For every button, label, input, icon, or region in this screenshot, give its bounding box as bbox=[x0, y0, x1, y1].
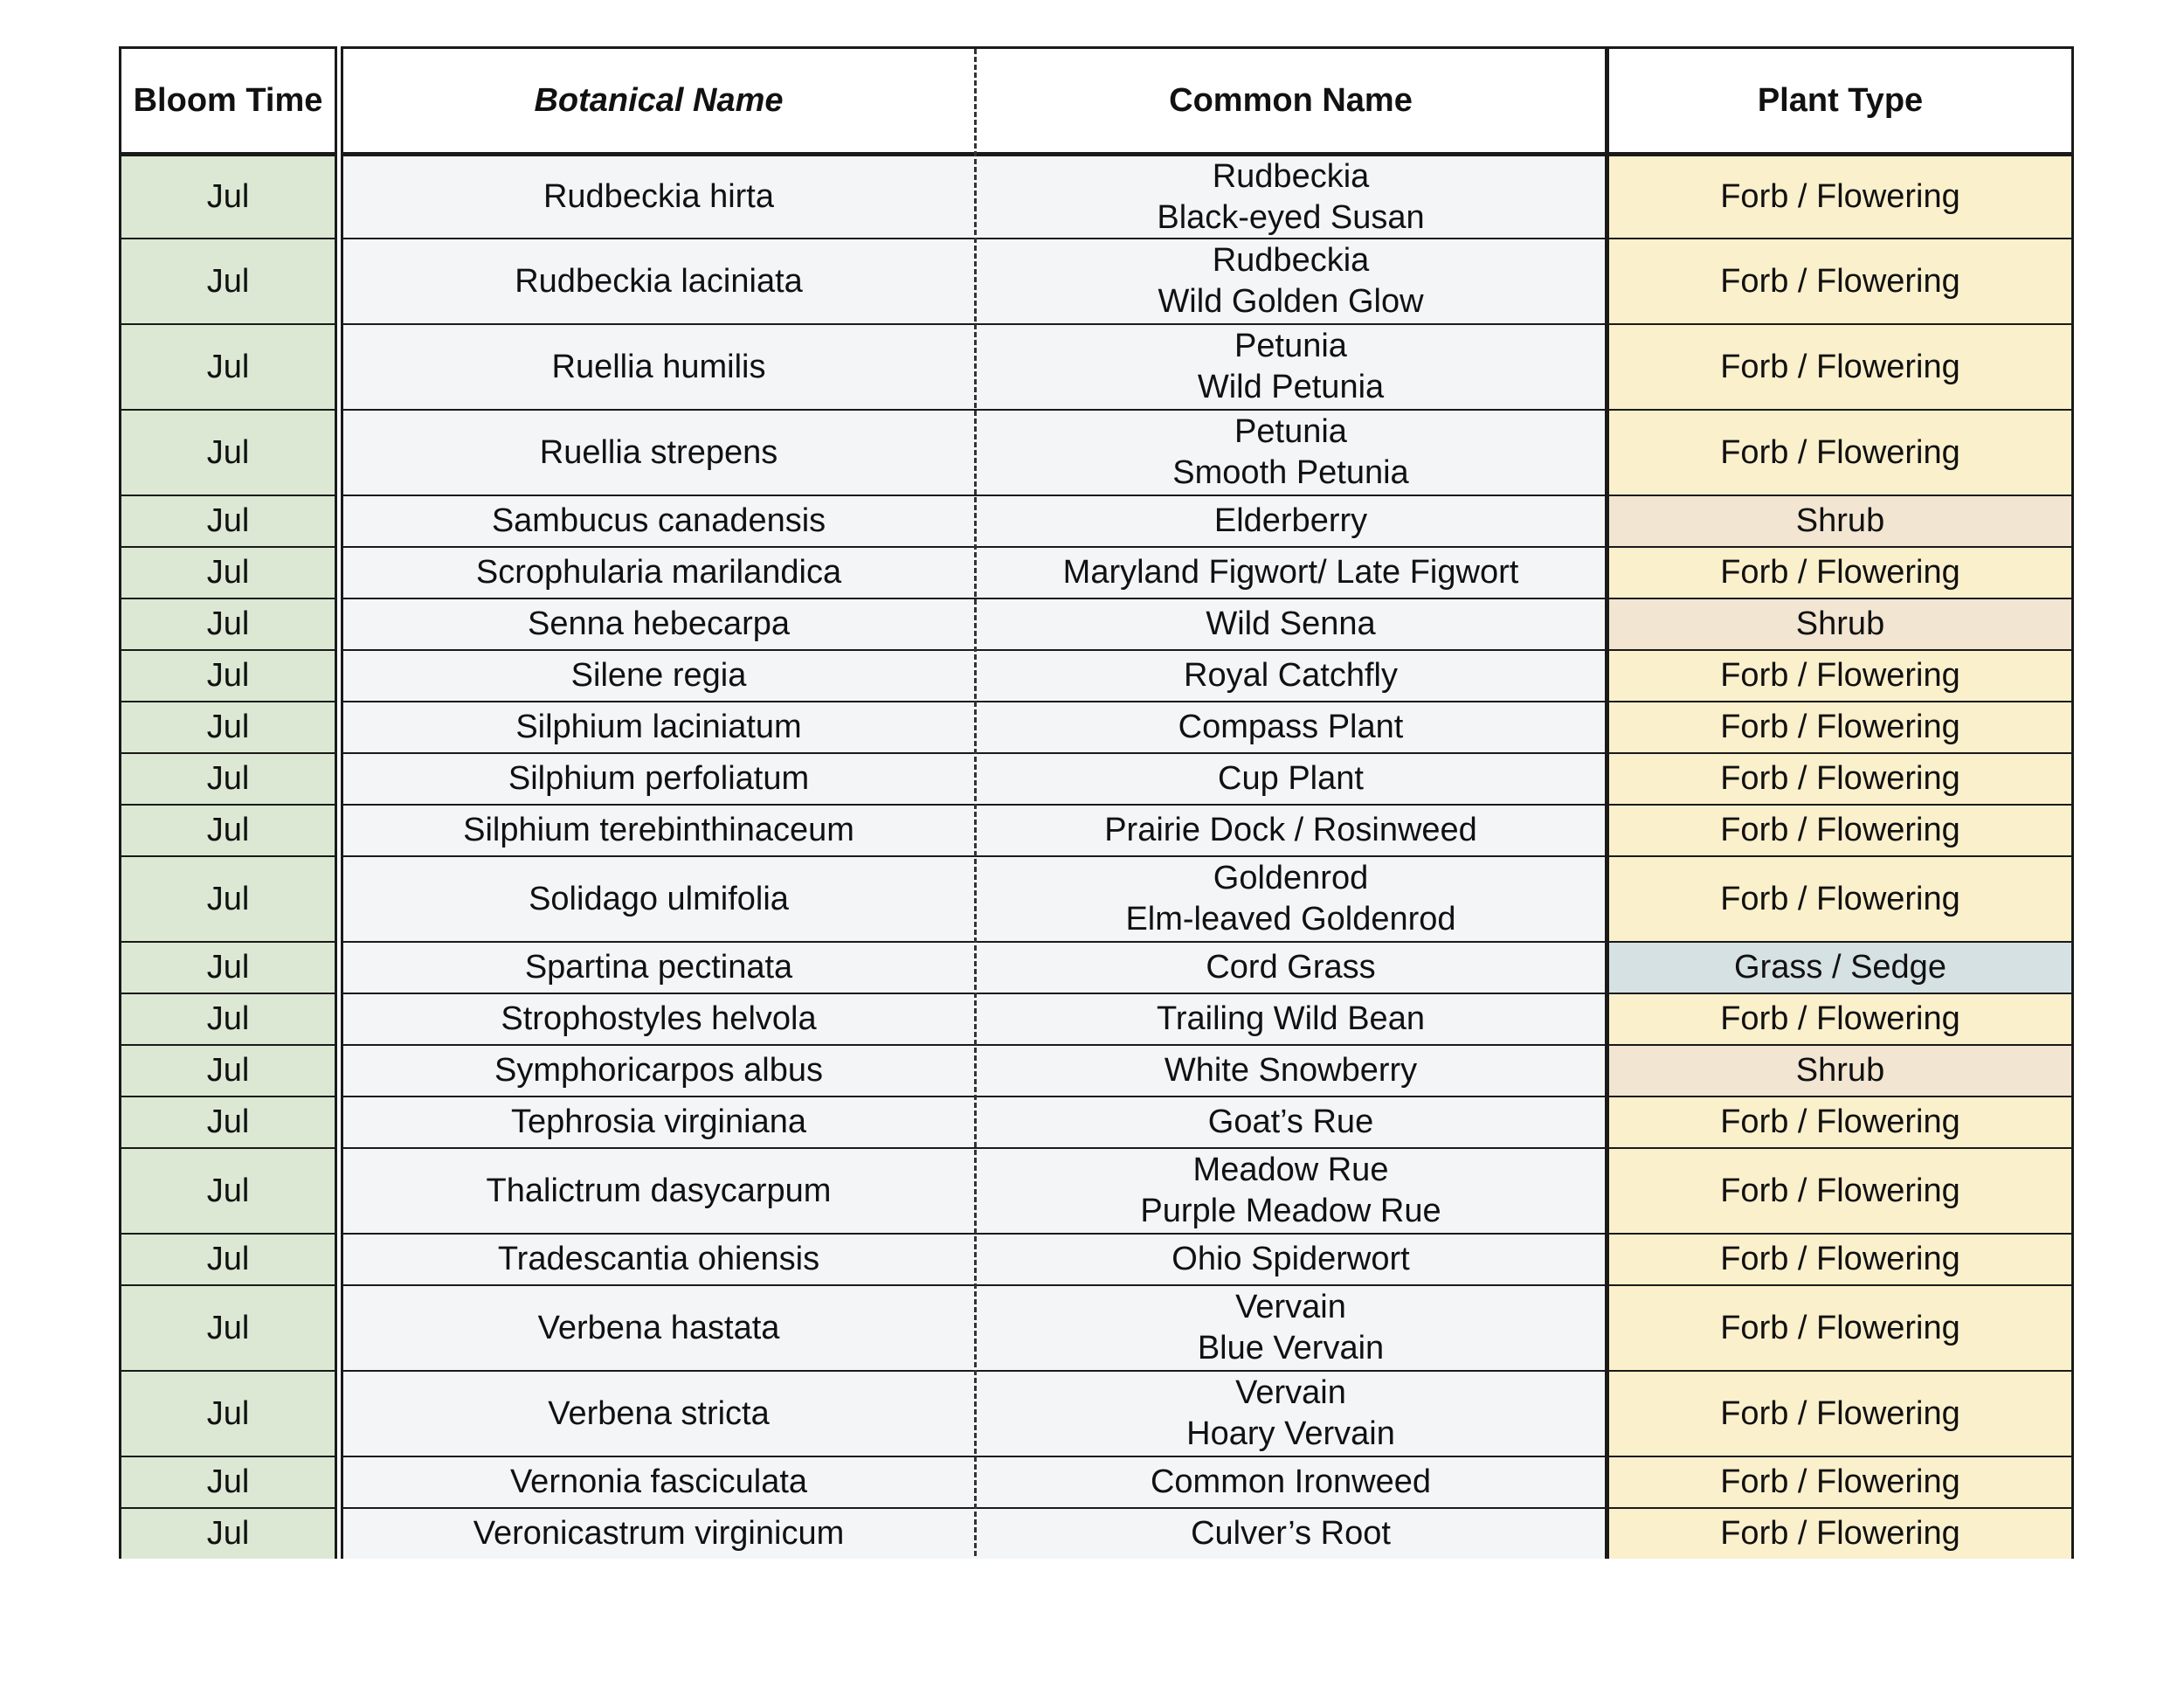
common-name-line: Meadow Rue bbox=[1192, 1152, 1389, 1188]
table-row bbox=[343, 752, 1605, 804]
table-row bbox=[343, 1147, 1605, 1233]
common-name-cell bbox=[977, 496, 1605, 546]
common-name-line: Hoary Vervain bbox=[1186, 1415, 1395, 1452]
plant-type-cell: Forb / Flowering bbox=[1609, 1284, 2071, 1370]
common-name-line: Compass Plant bbox=[1178, 709, 1404, 745]
bloom-time-cell: Jul bbox=[121, 1456, 335, 1507]
common-name-cell bbox=[977, 1286, 1605, 1370]
botanical-name-cell: Silphium perfoliatum bbox=[508, 760, 810, 797]
common-name-line: Purple Meadow Rue bbox=[1140, 1193, 1441, 1229]
bloom-time-cell: Jul bbox=[121, 1507, 335, 1559]
table-row bbox=[343, 1044, 1605, 1096]
plant-type-cell: Forb / Flowering bbox=[1609, 1507, 2071, 1559]
common-name-line: Maryland Figwort/ Late Figwort bbox=[1062, 554, 1519, 591]
header-botanical-name: Botanical Name bbox=[343, 49, 974, 152]
plant-type-cell: Forb / Flowering bbox=[1609, 238, 2071, 323]
table-row bbox=[343, 1507, 1605, 1559]
botanical-name-cell: Silphium laciniatum bbox=[515, 709, 802, 745]
header-common-name: Common Name bbox=[977, 49, 1605, 152]
plant-type-cell: Forb / Flowering bbox=[1609, 701, 2071, 752]
botanical-name-cell: Strophostyles helvola bbox=[501, 1000, 817, 1037]
table-row bbox=[343, 993, 1605, 1044]
common-name-line: Vervain bbox=[1235, 1374, 1346, 1411]
plant-type-cell: Forb / Flowering bbox=[1609, 409, 2071, 495]
botanical-name-cell: Rudbeckia laciniata bbox=[515, 262, 803, 300]
common-name-cell bbox=[977, 411, 1605, 495]
bloom-time-cell: Jul bbox=[121, 1233, 335, 1284]
table-row bbox=[343, 409, 1605, 495]
common-name-cell bbox=[977, 599, 1605, 649]
bloom-time-cell: Jul bbox=[121, 1147, 335, 1233]
common-name-cell bbox=[977, 857, 1605, 941]
table-row bbox=[343, 1233, 1605, 1284]
table-row bbox=[343, 323, 1605, 409]
common-name-line: Culver’s Root bbox=[1191, 1515, 1391, 1552]
common-name-cell bbox=[977, 1149, 1605, 1233]
common-name-line: Rudbeckia bbox=[1212, 157, 1370, 195]
bloom-time-cell: Jul bbox=[121, 1044, 335, 1096]
table-row bbox=[343, 1284, 1605, 1370]
common-name-line: Common Ironweed bbox=[1150, 1463, 1432, 1500]
common-name-cell bbox=[977, 702, 1605, 752]
botanical-name-cell: Spartina pectinata bbox=[524, 949, 793, 986]
plant-table bbox=[119, 46, 2074, 1552]
bloom-time-cell: Jul bbox=[121, 752, 335, 804]
botanical-name-cell: Sambucus canadensis bbox=[491, 502, 826, 539]
name-columns bbox=[341, 46, 1607, 1559]
table-row bbox=[343, 941, 1605, 993]
common-name-line: Black-eyed Susan bbox=[1157, 198, 1425, 236]
bloom-time-cell: Jul bbox=[121, 701, 335, 752]
plant-type-cell: Forb / Flowering bbox=[1609, 993, 2071, 1044]
common-name-line: Elm-leaved Goldenrod bbox=[1125, 901, 1456, 937]
common-name-line: Royal Catchfly bbox=[1184, 657, 1398, 694]
common-name-cell bbox=[977, 754, 1605, 804]
plant-type-cell: Shrub bbox=[1609, 495, 2071, 546]
common-name-cell bbox=[977, 325, 1605, 409]
plant-type-cell: Forb / Flowering bbox=[1609, 1370, 2071, 1456]
table-row bbox=[343, 238, 1605, 323]
common-name-cell bbox=[977, 994, 1605, 1044]
bloom-time-cell: Jul bbox=[121, 855, 335, 941]
plant-type-cell: Grass / Sedge bbox=[1609, 941, 2071, 993]
plant-type-cell: Forb / Flowering bbox=[1609, 1147, 2071, 1233]
table-row bbox=[343, 495, 1605, 546]
table-row bbox=[343, 649, 1605, 701]
plant-type-cell: Shrub bbox=[1609, 598, 2071, 649]
plant-type-cell: Forb / Flowering bbox=[1609, 804, 2071, 855]
botanical-name-cell: Ruellia strepens bbox=[539, 433, 778, 471]
common-name-line: Wild Senna bbox=[1206, 605, 1376, 642]
botanical-name-cell: Vernonia fasciculata bbox=[509, 1463, 808, 1500]
table-row bbox=[343, 598, 1605, 649]
table-row bbox=[343, 1370, 1605, 1456]
table-row bbox=[343, 855, 1605, 941]
botanical-name-cell: Symphoricarpos albus bbox=[494, 1052, 823, 1089]
common-name-cell bbox=[977, 1509, 1605, 1559]
botanical-name-cell: Ruellia humilis bbox=[551, 348, 766, 385]
botanical-name-cell: Tephrosia virginiana bbox=[511, 1103, 806, 1140]
bloom-time-cell: Jul bbox=[121, 649, 335, 701]
common-name-line: Elderberry bbox=[1213, 502, 1368, 539]
common-name-cell bbox=[977, 1046, 1605, 1096]
botanical-name-cell: Solidago ulmifolia bbox=[529, 880, 789, 917]
bloom-time-cell: Jul bbox=[121, 941, 335, 993]
plant-type-cell: Forb / Flowering bbox=[1609, 1456, 2071, 1507]
plant-type-cell: Forb / Flowering bbox=[1609, 152, 2071, 238]
bloom-time-cell: Jul bbox=[121, 1096, 335, 1147]
plant-type-cell: Forb / Flowering bbox=[1609, 1233, 2071, 1284]
plant-type-cell: Forb / Flowering bbox=[1609, 546, 2071, 598]
botanical-name-cell: Verbena stricta bbox=[548, 1394, 770, 1432]
plant-type-cell: Shrub bbox=[1609, 1044, 2071, 1096]
botanical-name-cell: Veronicastrum virginicum bbox=[473, 1515, 845, 1552]
bloom-time-cell: Jul bbox=[121, 1370, 335, 1456]
common-name-line: White Snowberry bbox=[1164, 1052, 1418, 1089]
common-name-line: Trailing Wild Bean bbox=[1157, 1000, 1425, 1037]
botanical-name-cell: Silphium terebinthinaceum bbox=[463, 812, 854, 848]
bloom-time-cell: Jul bbox=[121, 152, 335, 238]
bloom-time-column bbox=[119, 46, 337, 1559]
botanical-name-cell: Thalictrum dasycarpum bbox=[486, 1172, 832, 1209]
common-name-line: Cup Plant bbox=[1218, 760, 1364, 797]
botanical-name-cell: Verbena hastata bbox=[537, 1309, 780, 1346]
common-name-cell bbox=[977, 1097, 1605, 1147]
plant-type-cell: Forb / Flowering bbox=[1609, 855, 2071, 941]
botanical-name-cell: Rudbeckia hirta bbox=[543, 178, 775, 215]
plant-type-column bbox=[1607, 46, 2074, 1559]
bloom-time-cell: Jul bbox=[121, 546, 335, 598]
common-name-line: Petunia bbox=[1234, 328, 1347, 364]
plant-type-cell: Forb / Flowering bbox=[1609, 752, 2071, 804]
common-name-line: Petunia bbox=[1234, 413, 1347, 450]
common-name-cell bbox=[977, 806, 1605, 855]
bloom-time-cell: Jul bbox=[121, 804, 335, 855]
table-row bbox=[343, 1456, 1605, 1507]
common-name-cell bbox=[977, 548, 1605, 598]
botanical-name-cell: Scrophularia marilandica bbox=[475, 554, 842, 591]
common-name-line: Cord Grass bbox=[1206, 949, 1376, 986]
plant-type-cell: Forb / Flowering bbox=[1609, 323, 2071, 409]
table-row bbox=[343, 701, 1605, 752]
common-name-cell bbox=[977, 1235, 1605, 1284]
common-name-line: Wild Petunia bbox=[1197, 369, 1385, 405]
header-bloom-time: Bloom Time bbox=[121, 49, 335, 152]
bloom-time-cell: Jul bbox=[121, 238, 335, 323]
plant-type-cell: Forb / Flowering bbox=[1609, 1096, 2071, 1147]
common-name-cell bbox=[977, 156, 1605, 238]
table-row bbox=[343, 1096, 1605, 1147]
common-name-line: Goat’s Rue bbox=[1207, 1103, 1374, 1140]
plant-type-cell: Forb / Flowering bbox=[1609, 649, 2071, 701]
common-name-line: Vervain bbox=[1235, 1289, 1346, 1325]
header-plant-type: Plant Type bbox=[1609, 49, 2071, 152]
bloom-time-cell: Jul bbox=[121, 409, 335, 495]
botanical-name-cell: Silene regia bbox=[570, 657, 747, 694]
botanical-name-cell: Tradescantia ohiensis bbox=[497, 1241, 820, 1277]
common-name-line: Smooth Petunia bbox=[1172, 454, 1409, 491]
common-name-line: Goldenrod bbox=[1213, 860, 1369, 896]
common-name-line: Rudbeckia bbox=[1212, 242, 1370, 279]
botanical-name-cell: Senna hebecarpa bbox=[527, 605, 791, 642]
common-name-cell bbox=[977, 1457, 1605, 1507]
common-name-cell bbox=[977, 651, 1605, 701]
bloom-time-cell: Jul bbox=[121, 495, 335, 546]
common-name-line: Blue Vervain bbox=[1197, 1330, 1385, 1366]
common-name-cell bbox=[977, 239, 1605, 323]
common-name-line: Prairie Dock / Rosinweed bbox=[1104, 812, 1477, 848]
bloom-time-cell: Jul bbox=[121, 993, 335, 1044]
common-name-line: Ohio Spiderwort bbox=[1171, 1241, 1410, 1277]
common-name-cell bbox=[977, 1372, 1605, 1456]
bloom-time-cell: Jul bbox=[121, 1284, 335, 1370]
table-row bbox=[343, 546, 1605, 598]
table-row bbox=[343, 804, 1605, 855]
bloom-time-cell: Jul bbox=[121, 323, 335, 409]
common-name-cell bbox=[977, 943, 1605, 993]
bloom-time-cell: Jul bbox=[121, 598, 335, 649]
common-name-line: Wild Golden Glow bbox=[1158, 283, 1424, 320]
table-row bbox=[343, 152, 1605, 238]
